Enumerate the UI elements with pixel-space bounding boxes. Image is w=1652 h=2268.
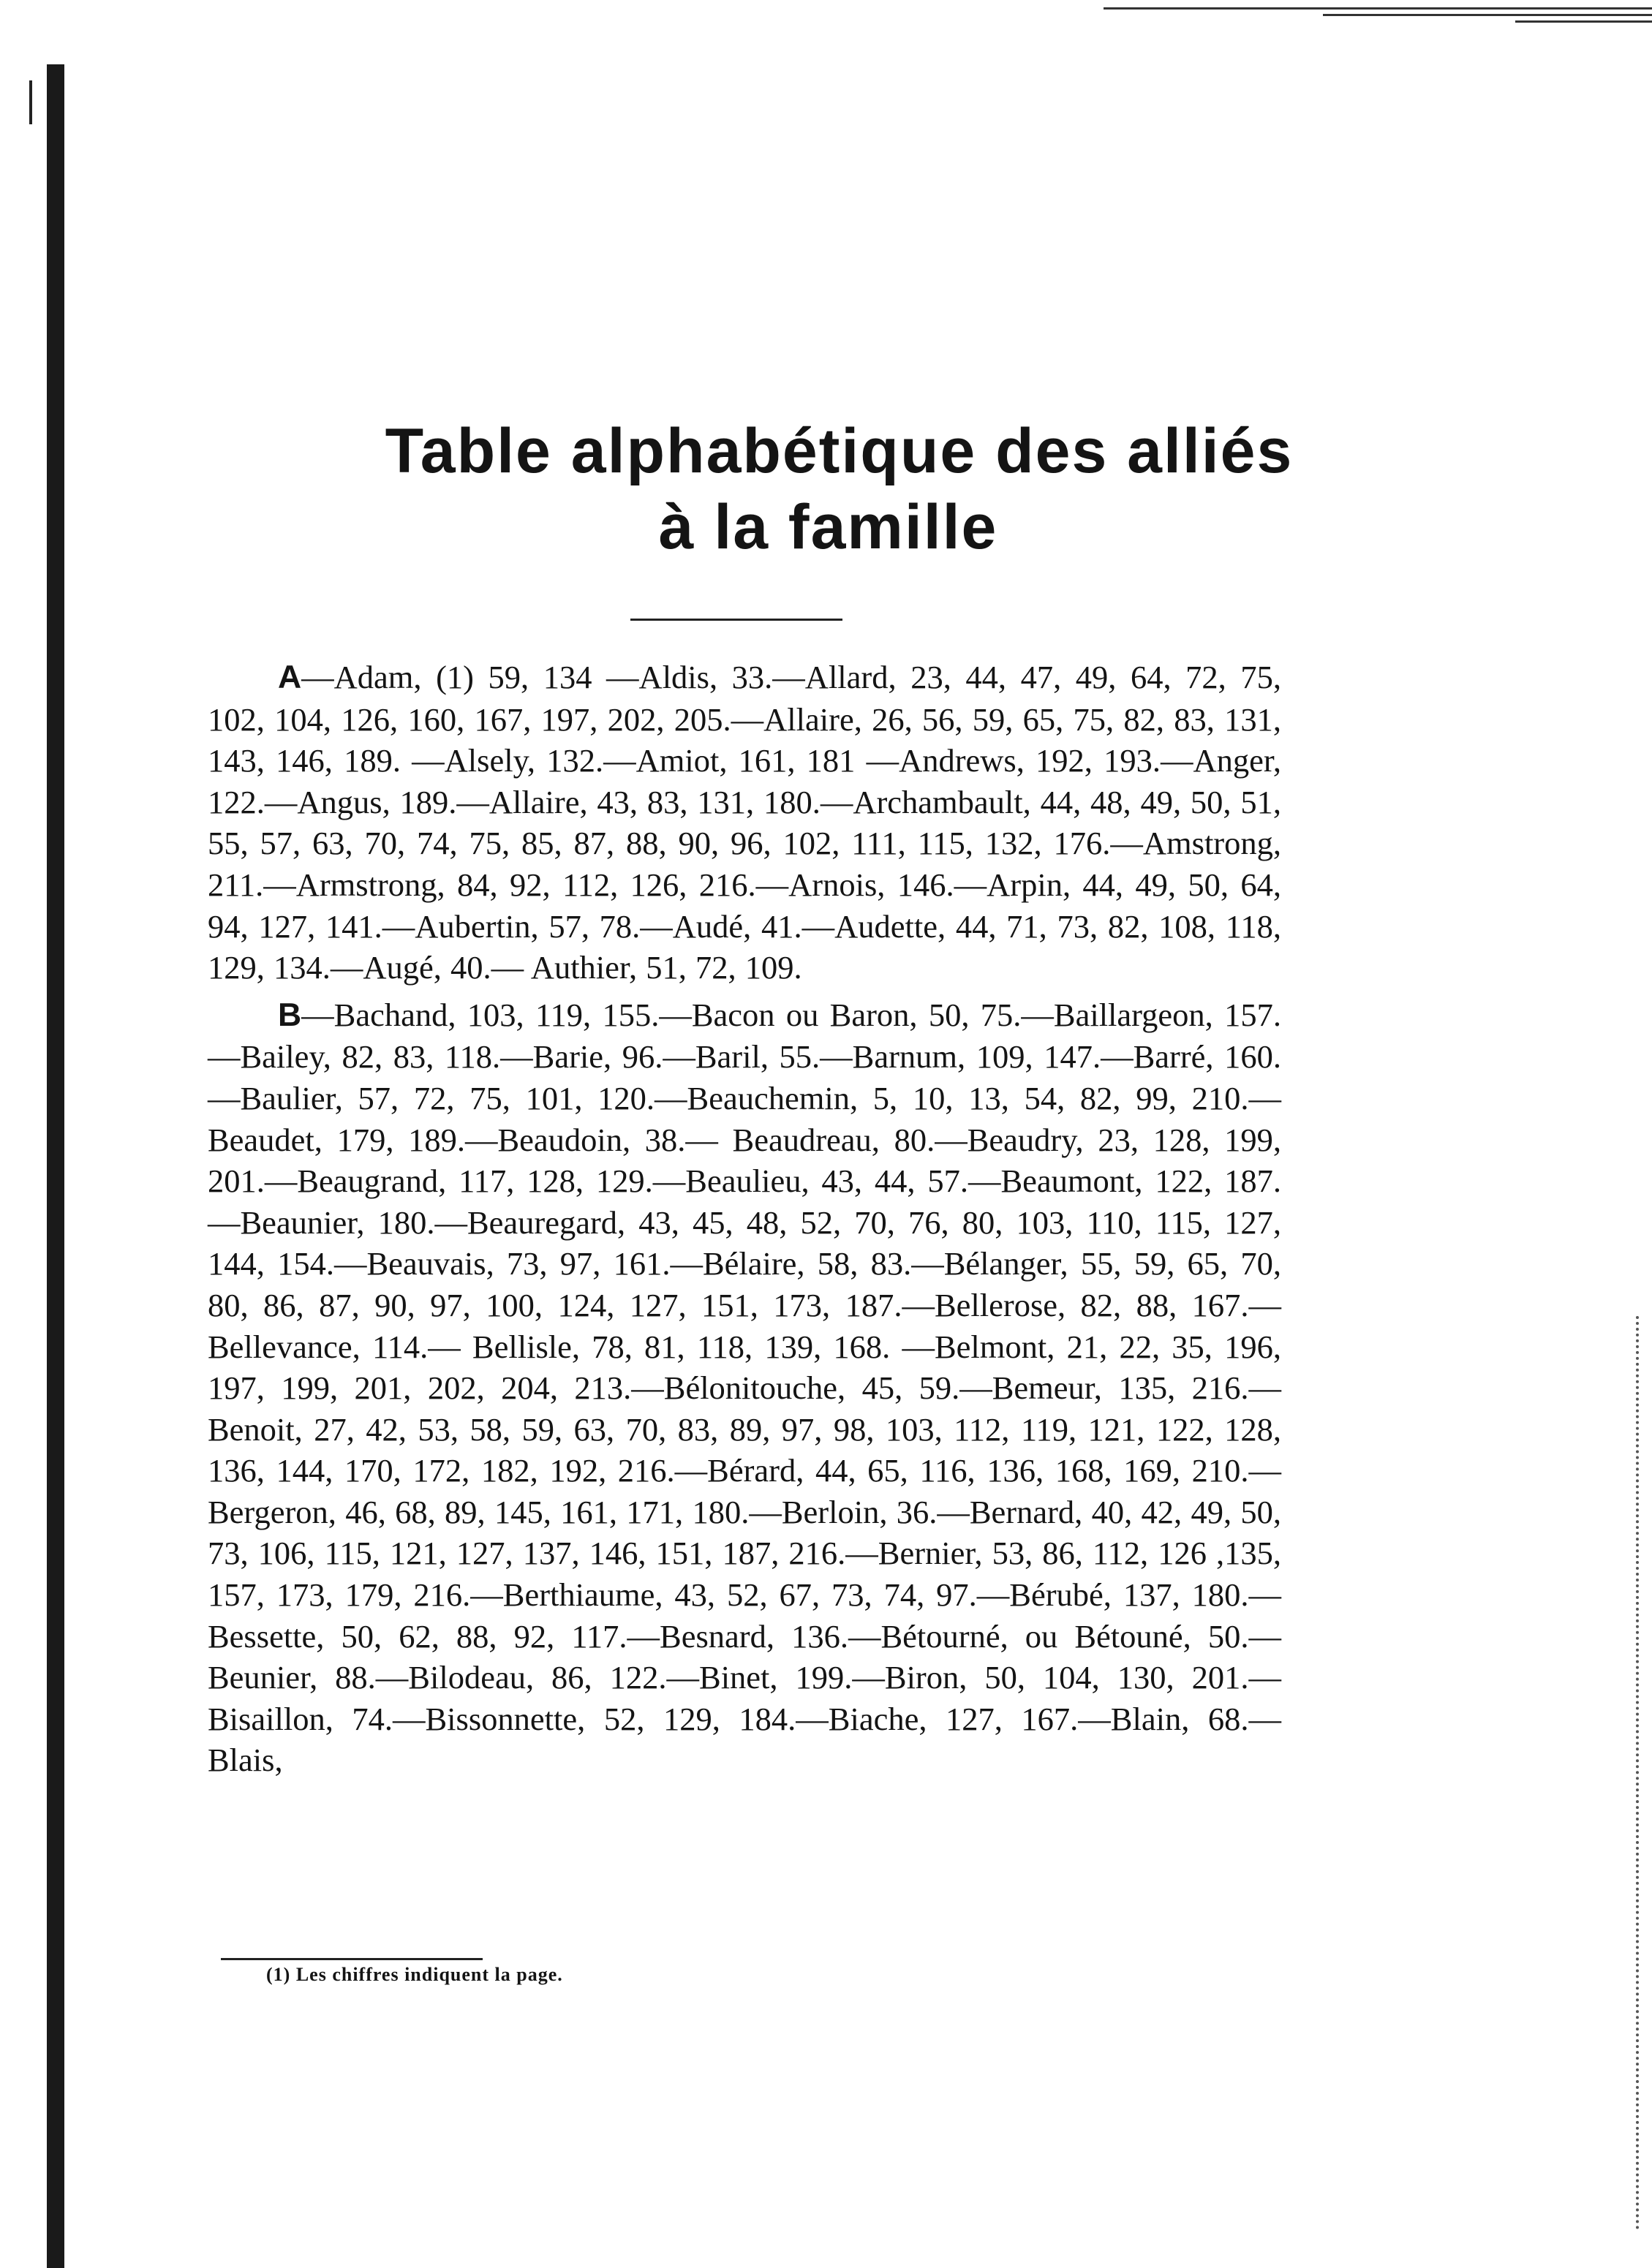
footnote-divider [221, 1958, 483, 1960]
section-letter: A [278, 659, 302, 695]
title-divider [630, 619, 842, 621]
page-binding-edge [47, 64, 64, 2268]
page-title [0, 413, 1652, 565]
footnote: (1) Les chiffres indiquent la page. [266, 1964, 563, 1985]
index-section-a [208, 657, 1281, 989]
section-letter: B [278, 997, 302, 1033]
index-entries [208, 657, 1281, 1781]
section-text: —Adam, (1) 59, 134 —Aldis, 33.—Allard, 23, 44, 47, 49, 64, 72, 75, 102, 104, 126, 160, 167, 197, 202, 205.—Allaire, 26, 56, 59, 65, 75, 82, 83, 131, 143, 146, 189. —Alsely, 132.—Amiot, 161, 181 —Andrews, 192, 193.—Anger, 122.—Angus, 189.—Allaire, 43, 83, 131, 180.—Archambault, 44, 48, 49, 50, 51, 55, 57, 63, 70, 74, 75, 85, 87, 88, 90, 96, 102, 111, 115, 132, 176.—Amstrong, 211.—Armstrong, 84, 92, 112, 126, 216.—Arnois, 146.—Arpin, 44, 49, 50, 64, 94, 127, 141.—Aubertin, 57, 78.—Audé, 41.—Audette, 44, 71, 73, 82, 108, 118, 129, 134.—Augé, 40.— Authier, 51, 72, 109. [208, 659, 1281, 986]
title-line-1: Table alphabétique des alliés [385, 416, 1294, 486]
section-text: —Bachand, 103, 119, 155.—Bacon ou Baron, 50, 75.—Baillargeon, 157.—Bailey, 82, 83, 118.—Barie, 96.—Baril, 55.—Barnum, 109, 147.—Barré, 160.—Baulier, 57, 72, 75, 101, 120.—Beauchemin, 5, 10, 13, 54, 82, 99, 210.—Beaudet, 179, 189.—Beaudoin, 38.— Beaudreau, 80.—Beaudry, 23, 128, 199, 201.—Beaugrand, 117, 128, 129.—Beaulieu, 43, 44, 57.—Beaumont, 122, 187.—Beaunier, 180.—Beauregard, 43, 45, 48, 52, 70, 76, 80, 103, 110, 115, 127, 144, 154.—Beauvais, 73, 97, 161.—Bélaire, 58, 83.—Bélanger, 55, 59, 65, 70, 80, 86, 87, 90, 97, 100, 124, 127, 151, 173, 187.—Bellerose, 82, 88, 167.—Bellevance, 114.— Bellisle, 78, 81, 118, 139, 168. —Belmont, 21, 22, 35, 196, 197, 199, 201, 202, 204, 213.—Bélonitouche, 45, 59.—Bemeur, 135, 216.—Benoit, 27, 42, 53, 58, 59, 63, 70, 83, 89, 97, 98, 103, 112, 119, 121, 122, 128, 136, 144, 170, 172, 182, 192, 216.—Bérard, 44, 65, 116, 136, 168, 169, 210.—Bergeron, 46, 68, 89, 145, 161, 171, 180.—Berloin, 36.—Bernard, 40, 42, 49, 50, 73, 106, 115, 121, 127, 137, 146, 151, 187, 216.—Bernier, 53, 86, 112, 126 ,135, 157, 173, 179, 216.—Berthiaume, 43, 52, 67, 73, 74, 97.—Bérubé, 137, 180.—Bessette, 50, 62, 88, 92, 117.—Besnard, 136.—Bétourné, ou Bétouné, 50.—Beunier, 88.—Bilodeau, 86, 122.—Binet, 199.—Biron, 50, 104, 130, 201.—Bisaillon, 74.—Bissonnette, 52, 129, 184.—Biache, 127, 167.—Blain, 68.—Blais, [208, 996, 1281, 1779]
corner-ruled-marks [1104, 7, 1652, 39]
right-edge-speckles [1633, 1316, 1639, 2230]
index-section-b [208, 994, 1281, 1781]
title-line-2: à la famille [658, 492, 998, 562]
binding-fleck [29, 80, 42, 124]
